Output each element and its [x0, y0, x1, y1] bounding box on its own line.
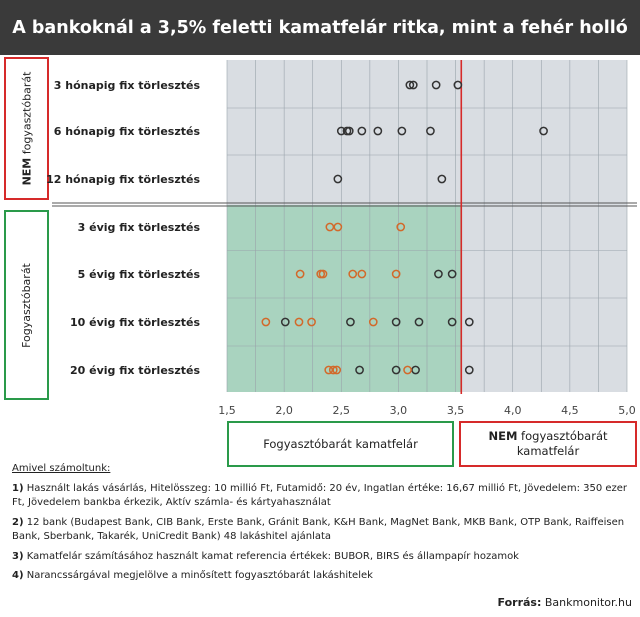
- legend-non-friendly-rest: fogyasztóbarát: [517, 429, 608, 443]
- legend-friendly-label: Fogyasztóbarát kamatfelár: [263, 436, 418, 451]
- non-friendly-region-bottom: [461, 205, 627, 392]
- category-label: 5 évig fix törlesztés: [77, 268, 200, 281]
- x-tick-label: 4,5: [561, 404, 579, 417]
- category-label: 20 évig fix törlesztés: [69, 364, 200, 377]
- note-item: 4) Narancssárgával megjelölve a minősített fogyasztóbarát lakáshitelek: [12, 570, 373, 581]
- legend-friendly: [227, 421, 454, 467]
- source-value: Bankmonitor.hu: [541, 596, 632, 609]
- note-item: 3) Kamatfelár számításához használt kamat referencia értékek: BUBOR, BIRS és állampapír hozamok: [12, 550, 519, 562]
- category-label: 12 hónapig fix törlesztés: [46, 173, 200, 186]
- legend-non-friendly: [459, 421, 637, 467]
- non-friendly-bold: NEM: [20, 157, 34, 186]
- notes-heading: Amivel számoltunk:: [12, 463, 111, 474]
- x-tick-label: 3,5: [446, 404, 465, 417]
- legend-non-friendly-bold: NEM: [488, 429, 518, 443]
- category-label: 3 hónapig fix törlesztés: [53, 79, 200, 92]
- category-label: 3 évig fix törlesztés: [77, 221, 200, 234]
- x-tick-label: 1,5: [218, 404, 236, 417]
- note-item: 1) Használt lakás vásárlás, Hitelösszeg: 10 millió Ft, Futamidő: 20 év, Ingatlan értéke: 16,67 millió Ft, Jövedelem: 350 ezer Ft, Jövedelem bankba érkezik, Aktív számla- és kártyahasználat: [12, 482, 628, 508]
- note-item: 2) 12 bank (Budapest Bank, CIB Bank, Erste Bank, Gránit Bank, K&H Bank, MagNet Bank, MKB Bank, OTP Bank, Raiffeisen Bank, Sberbank, Takarék, UniCredit Bank) 48 lakáshitel ajánlata: [12, 516, 625, 542]
- x-tick-label: 2,5: [332, 404, 351, 417]
- source-line: [498, 596, 632, 609]
- chart-title: A bankoknál a 3,5% feletti kamatfelár ritka, mint a fehér holló: [12, 17, 628, 38]
- x-tick-label: 5,0: [618, 404, 636, 417]
- non-friendly-rest: fogyasztóbarát: [20, 71, 34, 158]
- friendly-region: [227, 205, 461, 392]
- legend-non-friendly-line2: kamatfelár: [516, 444, 580, 458]
- x-tick-label: 2,0: [275, 404, 293, 417]
- source-label: Forrás:: [497, 596, 542, 609]
- category-label: 6 hónapig fix törlesztés: [53, 125, 200, 138]
- x-tick-label: 3,0: [389, 404, 408, 417]
- calculation-notes: [12, 462, 632, 589]
- category-label: 10 évig fix törlesztés: [69, 316, 200, 329]
- friendly-label-text: Fogyasztóbarát: [20, 262, 33, 348]
- x-tick-label: 4,0: [503, 404, 522, 417]
